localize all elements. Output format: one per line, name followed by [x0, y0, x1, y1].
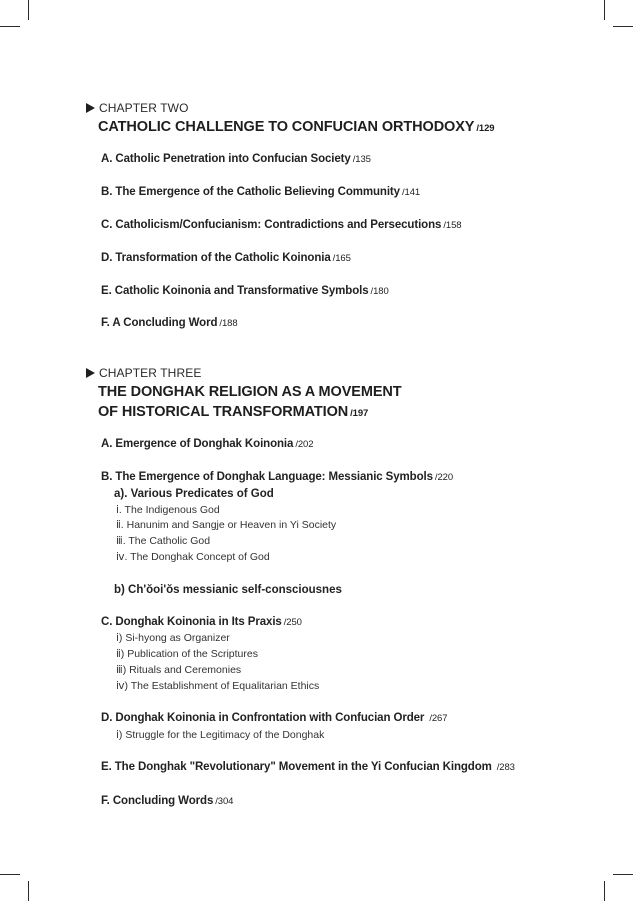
chapter-three-title-line1: THE DONGHAK RELIGION AS A MOVEMENT [98, 384, 402, 400]
toc-item: ⅳ) The Establishment of Equalitarian Ethics [116, 680, 320, 692]
toc-subentry: a). Various Predicates of God [114, 488, 274, 500]
toc-entry: D. Transformation of the Catholic Koinonia /165 [101, 252, 351, 264]
toc-item: ⅱ) Publication of the Scriptures [116, 648, 258, 660]
toc-entry: D. Donghak Koinonia in Confrontation with Confucian Order /267 [101, 712, 448, 724]
crop-mark-top-right-vertical [604, 0, 605, 20]
toc-item: ⅰ) Struggle for the Legitimacy of the Donghak [116, 729, 325, 741]
chapter-two-label: CHAPTER TWO [86, 101, 189, 115]
toc-entry: C. Catholicism/Confucianism: Contradictions and Persecutions /158 [101, 219, 462, 231]
toc-entry: E. The Donghak "Revolutionary" Movement in the Yi Confucian Kingdom /283 [101, 761, 515, 773]
crop-mark-bottom-right-vertical [604, 881, 605, 901]
toc-item: ⅰ. The Indigenous God [116, 504, 220, 516]
toc-entry: C. Donghak Koinonia in Its Praxis /250 [101, 616, 302, 628]
toc-item: ⅰ) Si-hyong as Organizer [116, 632, 230, 644]
toc-entry: F. Concluding Words /304 [101, 795, 234, 807]
chapter-two-title: CATHOLIC CHALLENGE TO CONFUCIAN ORTHODOXY /129 [98, 119, 495, 135]
crop-mark-top-left-horizontal [0, 26, 20, 27]
crop-mark-top-right-horizontal [613, 26, 633, 27]
chapter-three-label: CHAPTER THREE [86, 366, 201, 380]
toc-entry: A. Emergence of Donghak Koinonia /202 [101, 438, 314, 450]
toc-entry: B. The Emergence of Donghak Language: Messianic Symbols /220 [101, 471, 454, 483]
toc-item: ⅲ) Rituals and Ceremonies [116, 664, 242, 676]
toc-entry: A. Catholic Penetration into Confucian Society /135 [101, 153, 371, 165]
crop-mark-bottom-left-vertical [28, 881, 29, 901]
crop-mark-bottom-left-horizontal [0, 874, 20, 875]
toc-entry: F. A Concluding Word /188 [101, 317, 238, 329]
toc-entry: E. Catholic Koinonia and Transformative Symbols /180 [101, 285, 389, 297]
triangle-bullet-icon [86, 103, 95, 113]
triangle-bullet-icon [86, 368, 95, 378]
toc-item: ⅱ. Hanunim and Sangje or Heaven in Yi Society [116, 519, 337, 531]
toc-entry: B. The Emergence of the Catholic Believing Community /141 [101, 186, 421, 198]
toc-item: ⅳ. The Donghak Concept of God [116, 551, 270, 563]
crop-mark-bottom-right-horizontal [613, 874, 633, 875]
toc-item: ⅲ. The Catholic God [116, 535, 211, 547]
toc-subentry: b) Ch'ŏoi'ŏs messianic self-consciousnes [114, 584, 342, 596]
crop-mark-top-left-vertical [28, 0, 29, 20]
chapter-three-title-line2: OF HISTORICAL TRANSFORMATION /197 [98, 404, 369, 420]
